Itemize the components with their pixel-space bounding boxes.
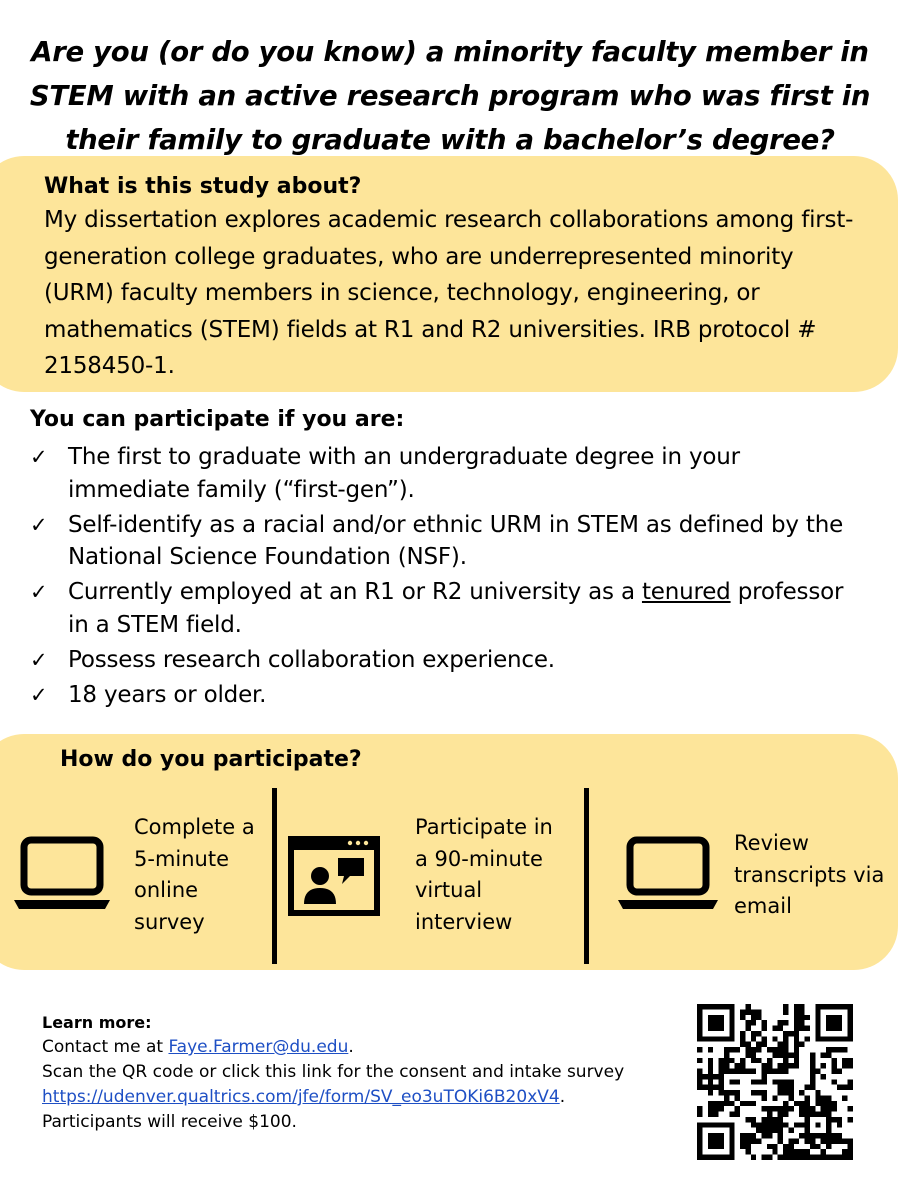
tenured-emphasis: tenured — [641, 579, 731, 605]
survey-link[interactable]: https://udenver.qualtrics.com/jfe/form/SV_eo3uTOKi6B20xV4 — [42, 1087, 560, 1107]
video-call-icon — [286, 834, 382, 918]
survey-link-line: https://udenver.qualtrics.com/jfe/form/SV_eo3uTOKi6B20xV4. — [42, 1087, 566, 1107]
check-icon: ✓ — [30, 445, 48, 469]
eligibility-item-text: National Science Foundation (NSF). — [68, 544, 467, 570]
eligibility-item-text: in a STEM field. — [68, 611, 242, 638]
contact-line: Contact me at Faye.Farmer@du.edu. — [42, 1037, 354, 1057]
check-icon: ✓ — [30, 647, 48, 672]
headline: Are you (or do you know) a minority faculty member in STEM with an active research program who was first in their family to graduate with a bachelor’s degree? — [29, 36, 871, 156]
eligibility-item-text: Currently employed at an R1 or R2 university as a — [68, 579, 642, 605]
step-interview-text: Participate in a 90-minute virtual interview — [415, 815, 553, 934]
eligibility-item-text: 18 years or older. — [68, 681, 267, 708]
step-divider — [272, 788, 277, 964]
about-body: My dissertation explores academic research collaborations among first-generation college graduates, who are underrepresented minority (URM) faculty members in science, technology, engineering, or mathematics (STEM) fields at R1 and R2 universities. IRB protocol # 2158450-1. — [44, 207, 854, 379]
check-icon: ✓ — [30, 512, 48, 537]
participation-heading: How do you participate? — [60, 747, 362, 772]
eligibility-item-collaboration — [30, 644, 900, 677]
eligibility-item-text: immediate family (“first-gen”). — [68, 476, 415, 503]
eligibility-item-tenured — [30, 576, 900, 641]
step-survey-text: Complete a 5-minute online survey — [134, 815, 255, 934]
check-icon: ✓ — [30, 580, 48, 604]
eligibility-item-age — [30, 679, 900, 712]
eligibility-item-first-gen — [30, 441, 900, 506]
qr-code[interactable] — [697, 1004, 853, 1160]
check-icon: ✓ — [30, 682, 48, 707]
eligibility-item-urm — [30, 509, 900, 574]
study-about-box — [0, 156, 898, 392]
step-divider — [584, 788, 589, 964]
eligibility-item-text: Possess research collaboration experience. — [68, 646, 555, 673]
compensation-note: Participants will receive $100. — [42, 1112, 297, 1132]
laptop-icon — [616, 834, 720, 912]
email-link[interactable]: Faye.Farmer@du.edu — [168, 1037, 349, 1057]
laptop-icon — [12, 834, 112, 912]
participation-box — [0, 734, 898, 970]
step-transcripts-text: Review transcripts via email — [734, 831, 885, 918]
scan-instructions: Scan the QR code or click this link for the consent and intake survey — [42, 1062, 625, 1082]
eligibility-item-text: The first to graduate with an undergraduate degree in your — [68, 444, 740, 470]
eligibility-item-text: professor — [730, 579, 844, 605]
eligibility-list — [30, 441, 900, 714]
contact-section — [42, 1010, 722, 1135]
learn-more-heading: Learn more: — [42, 1013, 152, 1032]
eligibility-item-text: Self-identify as a racial and/or ethnic URM in STEM as defined by the — [68, 511, 844, 538]
about-heading: What is this study about? — [44, 174, 362, 199]
eligibility-heading: You can participate if you are: — [30, 407, 405, 432]
